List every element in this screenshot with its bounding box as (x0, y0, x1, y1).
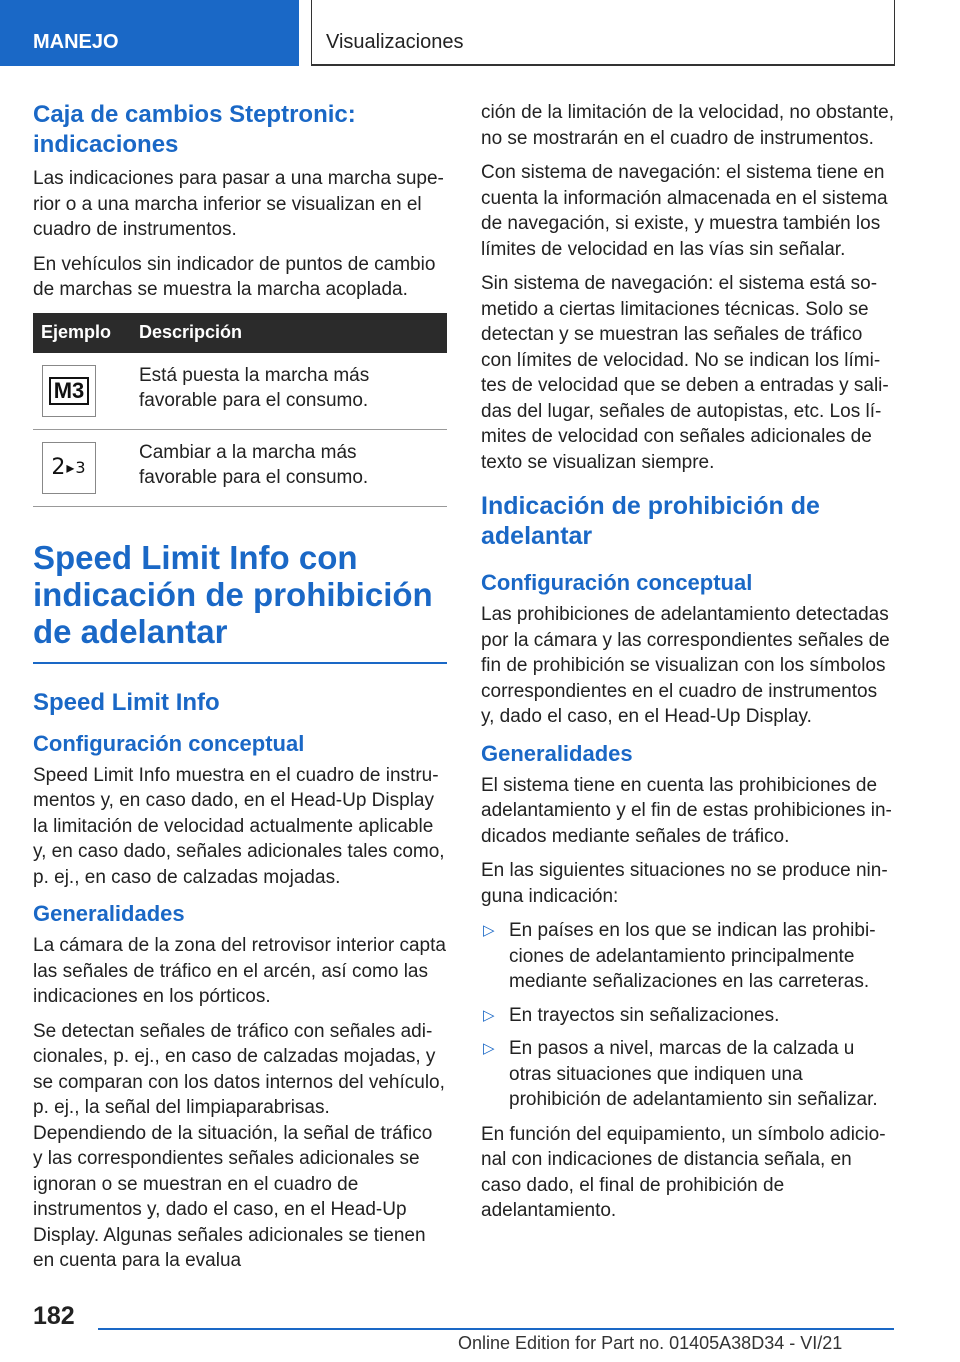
page-number: 182 (33, 1302, 75, 1330)
table-cell-symbol (33, 353, 131, 430)
paragraph: Las prohibiciones de adelantamiento detectadas por la cámara y las correspondientes señales de fin de prohibición se visualizan con los símbolos correspondientes en el cuadro de instrumentos y, dado el caso, en el Head-Up Display. (481, 604, 890, 727)
bullet-list (481, 918, 895, 1113)
list-item: ▷ En países en los que se indican las prohibiciones de adelantamiento principalmente mediante señalizaciones en las carreteras. (483, 920, 876, 992)
table-row (33, 429, 447, 506)
footer-divider (98, 1328, 894, 1330)
left-column (33, 100, 447, 1283)
list-item: ▷ En pasos a nivel, marcas de la calzada u otras situaciones que indiquen una prohibición de adelantamiento sin señalizar. (483, 1038, 878, 1110)
paragraph: Speed Limit Info muestra en el cuadro de instrumentos y, en caso dado, en el Head-Up Display la limitación de velocidad actualmente aplicable y, en caso dado, señales adicionales tales como, p. ej., en caso de calzadas mojadas. (33, 764, 445, 888)
list-item: ▷ En trayectos sin señalizaciones. (481, 1003, 895, 1029)
paragraph: En función del equipamiento, un símbolo adicional con indicaciones de distancia señala, en caso dado, el final de prohibición de adelantamiento. (481, 1123, 886, 1221)
triangle-bullet-icon: ▷ (483, 922, 495, 939)
heading-configuracion: Configuración conceptual (33, 730, 305, 756)
paragraph: Las indicaciones para pasar a una marcha superior o a una marcha inferior se visualizan en el cuadro de instrumentos. (33, 168, 444, 240)
paragraph: En vehículos sin indicador de puntos de cambio de marchas se muestra la marcha acoplada. (33, 253, 436, 300)
heading-generalidades: Generalidades (481, 740, 633, 766)
paragraph: Con sistema de navegación: el sistema tiene en cuenta la información almacenada en el sistema de navegación, si existe, y muestra también los límites de velocidad en las vías sin señalar. (481, 162, 888, 260)
table-cell-description: Cambiar a la marcha más favorable para el consumo. (131, 429, 447, 506)
shift-up-icon: 2 ▸ 3 (42, 442, 96, 494)
table-row (33, 353, 447, 430)
table-header-description: Descripción (131, 313, 447, 353)
gear-indicator-table (33, 313, 447, 507)
right-column (481, 100, 895, 1233)
table-cell-description: Está puesta la marcha más favorable para el consumo. (131, 353, 447, 430)
heading-steptronic: Caja de cambios Steptronic: indicaciones (33, 101, 356, 158)
heading-speed-limit-info-section: Speed Limit Info con indicación de prohibición de adelantar (33, 539, 447, 664)
heading-prohibicion-adelantar: Indicación de prohibición de adelantar (481, 492, 820, 550)
heading-speed-limit-info: Speed Limit Info (33, 688, 220, 716)
paragraph: Sin sistema de navegación: el sistema está sometido a ciertas limitaciones técnicas. Solo se detectan y se muestran las señales de tráfico con límites de velocidad. No se indican los límites de velocidad que se deben a entradas y salidas del lugar, señales de autopistas, etc. Los límites de velocidad con señales adicionales de texto se visualizan siempre. (481, 273, 889, 473)
table-header-example: Ejemplo (33, 313, 131, 353)
heading-generalidades: Generalidades (33, 901, 185, 926)
gear-m3-icon: M3 (42, 365, 96, 417)
section-tab: MANEJO (0, 0, 299, 66)
paragraph: En las siguientes situaciones no se produce ninguna indicación: (481, 860, 888, 907)
paragraph: La cámara de la zona del retrovisor interior capta las señales de tráfico en el arcén, así como las indicaciones en los pórticos. (33, 935, 446, 1007)
paragraph: ción de la limitación de la velocidad, no obstante, no se mostrarán en el cuadro de instrumentos. (481, 102, 894, 149)
paragraph: Se detectan señales de tráfico con señales adicionales, p. ej., en caso de calzadas mojadas, y se comparan con los datos internos del vehículo, p. ej., la señal del limpiaparabrisas. Dependiendo de la situación, la señal de tráfico y las correspondientes señales adicionales se ignoran o se muestran en el cuadro de instrumentos y, dado el caso, en el Head-Up Display. Algunas señales adicionales se tienen en cuenta para la evalua (33, 1020, 445, 1271)
page-header-title: Visualizaciones (311, 0, 895, 66)
heading-configuracion: Configuración conceptual (481, 570, 753, 595)
paragraph: El sistema tiene en cuenta las prohibiciones de adelantamiento y el fin de estas prohibiciones indicados mediante señales de tráfico. (481, 774, 892, 847)
triangle-bullet-icon: ▷ (483, 1006, 495, 1024)
footer-edition: Online Edition for Part no. 01405A38D34 - VI/21 (458, 1333, 843, 1353)
triangle-bullet-icon: ▷ (483, 1040, 495, 1057)
table-cell-symbol (33, 429, 131, 506)
